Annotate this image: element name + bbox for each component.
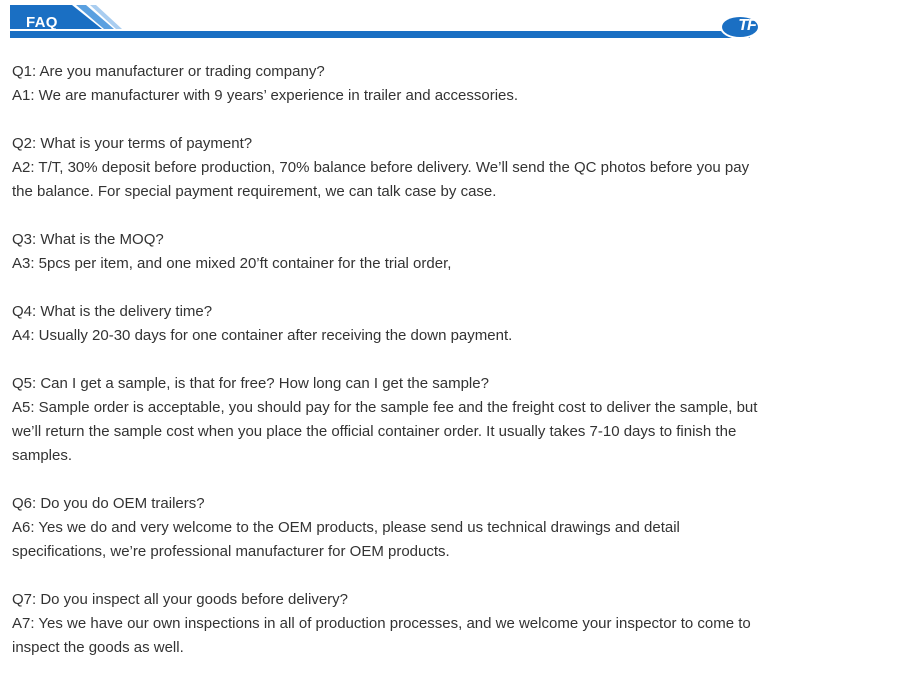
faq-item-7: [12, 588, 764, 660]
faq-answer: A5: Sample order is acceptable, you should pay for the sample fee and the freight cost to deliver the sample, but we’ll return the sample cost when you place the official container order. It usually takes 7-10 days to finish the samples.: [12, 399, 758, 464]
faq-item-3: [12, 228, 764, 276]
faq-question: Q2: What is your terms of payment?: [12, 135, 253, 152]
faq-item-5: [12, 372, 764, 468]
faq-answer: A1: We are manufacturer with 9 years’ experience in trailer and accessories.: [12, 87, 519, 104]
faq-answer: A6: Yes we do and very welcome to the OEM products, please send us technical drawings and detail specifications, we’re professional manufacturer for OEM products.: [12, 519, 680, 560]
faq-answer: A3: 5pcs per item, and one mixed 20’ft container for the trial order,: [12, 255, 452, 272]
faq-question: Q1: Are you manufacturer or trading company?: [12, 63, 325, 80]
faq-question: Q5: Can I get a sample, is that for free? How long can I get the sample?: [12, 375, 489, 392]
faq-question: Q4: What is the delivery time?: [12, 303, 213, 320]
faq-item-6: [12, 492, 764, 564]
faq-question: Q7: Do you inspect all your goods before delivery?: [12, 591, 349, 608]
faq-question: Q6: Do you do OEM trailers?: [12, 495, 205, 512]
company-logo: TF: [738, 17, 756, 34]
faq-question: Q3: What is the MOQ?: [12, 231, 164, 248]
faq-answer: A2: T/T, 30% deposit before production, 70% balance before delivery. We’ll send the QC photos before you pay the balance. For special payment requirement, we can talk case by case.: [12, 159, 750, 200]
faq-answer: A4: Usually 20-30 days for one container after receiving the down payment.: [12, 327, 513, 344]
faq-list: [12, 60, 764, 684]
header-banner-graphic: [10, 5, 762, 41]
faq-header-banner: [10, 5, 762, 41]
faq-item-4: [12, 300, 764, 348]
faq-answer: A7: Yes we have our own inspections in all of production processes, and we welcome your inspector to come to inspect the goods as well.: [12, 615, 751, 656]
faq-item-1: [12, 60, 764, 108]
faq-item-2: [12, 132, 764, 204]
page-title: FAQ: [26, 14, 58, 31]
